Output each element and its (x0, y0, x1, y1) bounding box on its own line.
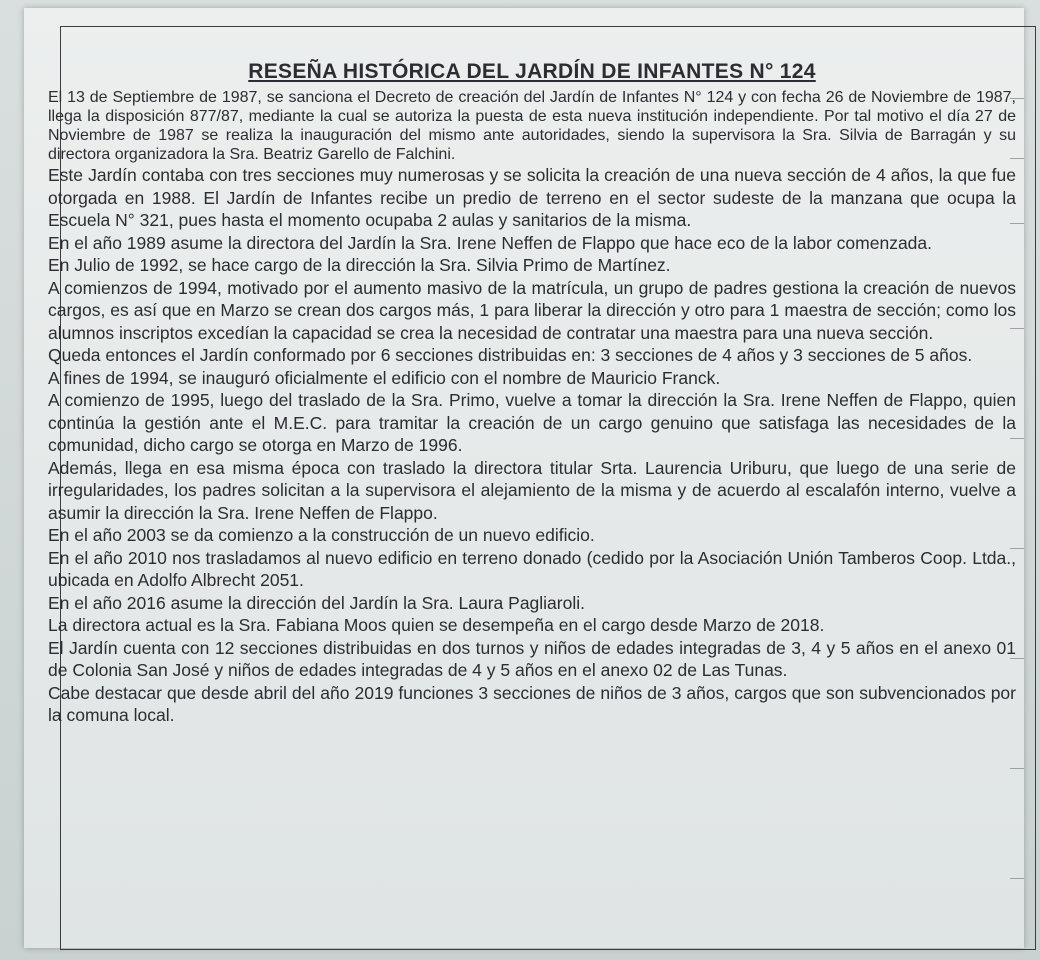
history-section (48, 164, 1016, 727)
paragraph-secciones-1988: Este Jardín contaba con tres secciones muy numerosas y se solicita la creación de una nueva sección de 4 años, la que fue otorgada en 1988. El Jardín de Infantes recibe un predio de terreno en el sector sudeste de la manzana que ocupa la Escuela N° 321, pues hasta el momento ocupaba 2 aulas y sanitarios de la misma. (48, 165, 1016, 230)
paragraph-2016: En el año 2016 asume la dirección del Jardín la Sra. Laura Pagliaroli. (48, 592, 585, 613)
document-body (48, 60, 1016, 727)
paragraph-1992: En Julio de 1992, se hace cargo de la dirección la Sra. Silvia Primo de Martínez. (48, 255, 671, 275)
paragraph-uriburu: Además, llega en esa misma época con traslado la directora titular Srta. Laurencia Uriburu, que luego de una serie de irregularidades, los padres solicitan a la supervisora el alejamiento de la misma y de acuerdo al escalafón interno, vuelve a asumir la dirección la Sra. Irene Neffen de Flappo. (48, 457, 1016, 523)
paragraph-edificio-1994: A fines de 1994, se inauguró oficialmente el edificio con el nombre de Mauricio Franck. (48, 367, 721, 388)
paragraph-2019: Cabe destacar que desde abril del año 2019 funciones 3 secciones de niños de 3 años, cargos que son subvencionados por la comuna local. (48, 682, 1016, 725)
margin-tick (1010, 768, 1024, 769)
paragraph-1989: En el año 1989 asume la directora del Jardín la Sra. Irene Neffen de Flappo que hace eco de la labor comenzada. (48, 232, 932, 253)
paragraph-decreto-creacion: El 13 de Septiembre de 1987, se sanciona el Decreto de creación del Jardín de Infantes N° 124 y con fecha 26 de Noviembre de 1987, llega la disposición 877/87, mediante la cual se autoriza la puesta de esta nueva institución independiente. Por tal motivo el día 27 de Noviembre de 1987 se realiza la inauguración del mismo ante autoridades, siendo la supervisora la Sra. Silvia de Barragán y su directora organizadora la Sra. Beatriz Garello de Falchini. (48, 89, 1016, 163)
margin-tick (1010, 878, 1024, 879)
paragraph-2010: En el año 2010 nos trasladamos al nuevo edificio en terreno donado (cedido por la Asociación Unión Tamberos Coop. Ltda., ubicada en Adolfo Albrecht 2051. (48, 547, 1016, 590)
document-title: RESEÑA HISTÓRICA DEL JARDÍN DE INFANTES N° 124 (248, 60, 816, 83)
paragraph-2003: En el año 2003 se da comienzo a la construcción de un nuevo edificio. (48, 525, 595, 545)
paragraph-seis-secciones: Queda entonces el Jardín conformado por 6 secciones distribuidas en: 3 secciones de 4 años y 3 secciones de 5 años. (48, 345, 973, 365)
paragraph-1995: A comienzo de 1995, luego del traslado de la Sra. Primo, vuelve a tomar la dirección la Sra. Irene Neffen de Flappo, quien continúa la gestión ante el M.E.C. para tramitar la creación de un cargo genuino que satisfaga las necesidades de la comunidad, dicho cargo se otorga en Marzo de 1996. (48, 390, 1016, 455)
paragraph-directora-actual: La directora actual es la Sra. Fabiana Moos quien se desempeña en el cargo desde Marzo de 2018. (48, 615, 825, 635)
paragraph-1994-cargos: A comienzos de 1994, motivado por el aumento masivo de la matrícula, un grupo de padres gestiona la creación de nuevos cargos, es así que en Marzo se crean dos cargos más, 1 para liberar la dirección y otro para 1 maestra de sección; como los alumnos inscriptos excedían la capacidad se crea la necesidad de contratar una maestra para una nueva sección. (48, 277, 1016, 343)
paragraph-12-secciones: El Jardín cuenta con 12 secciones distribuidas en dos turnos y niños de edades integradas de 3, 4 y 5 años en el anexo 01 de Colonia San José y niños de edades integradas de 4 y 5 años en el anexo 02 de Las Tunas. (48, 637, 1016, 680)
